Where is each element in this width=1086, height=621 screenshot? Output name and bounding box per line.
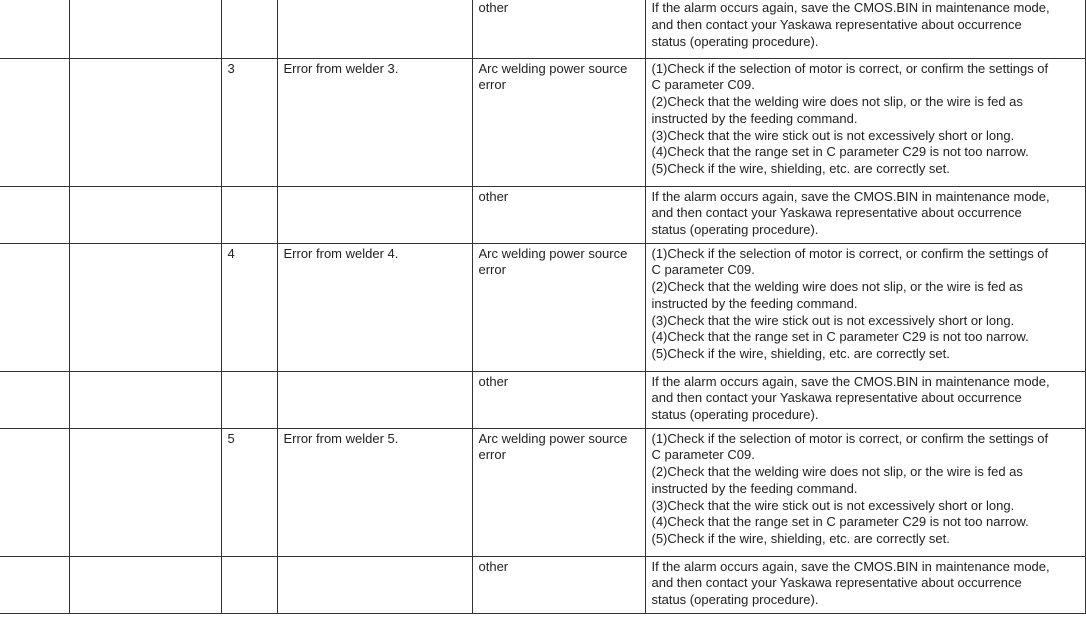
alarm-name-cell — [69, 556, 221, 613]
alarm-name-cell — [69, 186, 221, 243]
cause-cell: Arc welding power source error — [472, 428, 645, 556]
sub-name-cell — [277, 186, 472, 243]
cause-cell: Arc welding power source error — [472, 58, 645, 186]
remedy-cell: (1)Check if the selection of motor is correct, or confirm the settings of C parameter C09. (2)Check that the welding wire does not slip, or the wire is fed as instructed by the feeding command. (3)Check that the wire stick out is not excessively short or long. (4)Check that the range set in C parameter C29 is not too narrow. (5)Check if the wire, shielding, etc. are correctly set. — [645, 243, 1085, 371]
alarm-number-cell — [0, 556, 69, 613]
cause-cell: Arc welding power source error — [472, 243, 645, 371]
alarm-name-cell — [69, 371, 221, 428]
alarm-number-cell — [0, 186, 69, 243]
alarm-name-cell — [69, 428, 221, 556]
sub-code-cell — [221, 186, 277, 243]
sub-code-cell: 5 — [221, 428, 277, 556]
table-row — [0, 428, 1085, 556]
alarm-number-cell — [0, 371, 69, 428]
remedy-cell: (1)Check if the selection of motor is correct, or confirm the settings of C parameter C09. (2)Check that the welding wire does not slip, or the wire is fed as instructed by the feeding command. (3)Check that the wire stick out is not excessively short or long. (4)Check that the range set in C parameter C29 is not too narrow. (5)Check if the wire, shielding, etc. are correctly set. — [645, 58, 1085, 186]
sub-name-cell — [277, 556, 472, 613]
alarm-number-cell — [0, 243, 69, 371]
alarm-number-cell — [0, 0, 69, 58]
cause-cell: other — [472, 371, 645, 428]
alarm-number-cell — [0, 58, 69, 186]
sub-name-cell: Error from welder 5. — [277, 428, 472, 556]
table-row — [0, 0, 1085, 58]
table-row — [0, 371, 1085, 428]
table-row — [0, 243, 1085, 371]
alarm-number-cell — [0, 428, 69, 556]
alarm-name-cell — [69, 58, 221, 186]
sub-code-cell: 4 — [221, 243, 277, 371]
sub-name-cell: Error from welder 4. — [277, 243, 472, 371]
alarm-name-cell — [69, 243, 221, 371]
remedy-cell: If the alarm occurs again, save the CMOS.BIN in maintenance mode, and then contact your Yaskawa representative about occurrence status (operating procedure). — [645, 0, 1085, 58]
table-row — [0, 58, 1085, 186]
table-row — [0, 186, 1085, 243]
sub-name-cell — [277, 0, 472, 58]
sub-name-cell — [277, 371, 472, 428]
sub-code-cell: 3 — [221, 58, 277, 186]
remedy-cell: If the alarm occurs again, save the CMOS.BIN in maintenance mode, and then contact your Yaskawa representative about occurrence status (operating procedure). — [645, 371, 1085, 428]
remedy-cell: (1)Check if the selection of motor is correct, or confirm the settings of C parameter C09. (2)Check that the welding wire does not slip, or the wire is fed as instructed by the feeding command. (3)Check that the wire stick out is not excessively short or long. (4)Check that the range set in C parameter C29 is not too narrow. (5)Check if the wire, shielding, etc. are correctly set. — [645, 428, 1085, 556]
cause-cell: other — [472, 0, 645, 58]
sub-code-cell — [221, 371, 277, 428]
cause-cell: other — [472, 556, 645, 613]
remedy-cell: If the alarm occurs again, save the CMOS.BIN in maintenance mode, and then contact your Yaskawa representative about occurrence status (operating procedure). — [645, 556, 1085, 613]
remedy-cell: If the alarm occurs again, save the CMOS.BIN in maintenance mode, and then contact your Yaskawa representative about occurrence status (operating procedure). — [645, 186, 1085, 243]
sub-name-cell: Error from welder 3. — [277, 58, 472, 186]
cause-cell: other — [472, 186, 645, 243]
sub-code-cell — [221, 0, 277, 58]
alarm-name-cell — [69, 0, 221, 58]
table-row — [0, 556, 1085, 613]
sub-code-cell — [221, 556, 277, 613]
